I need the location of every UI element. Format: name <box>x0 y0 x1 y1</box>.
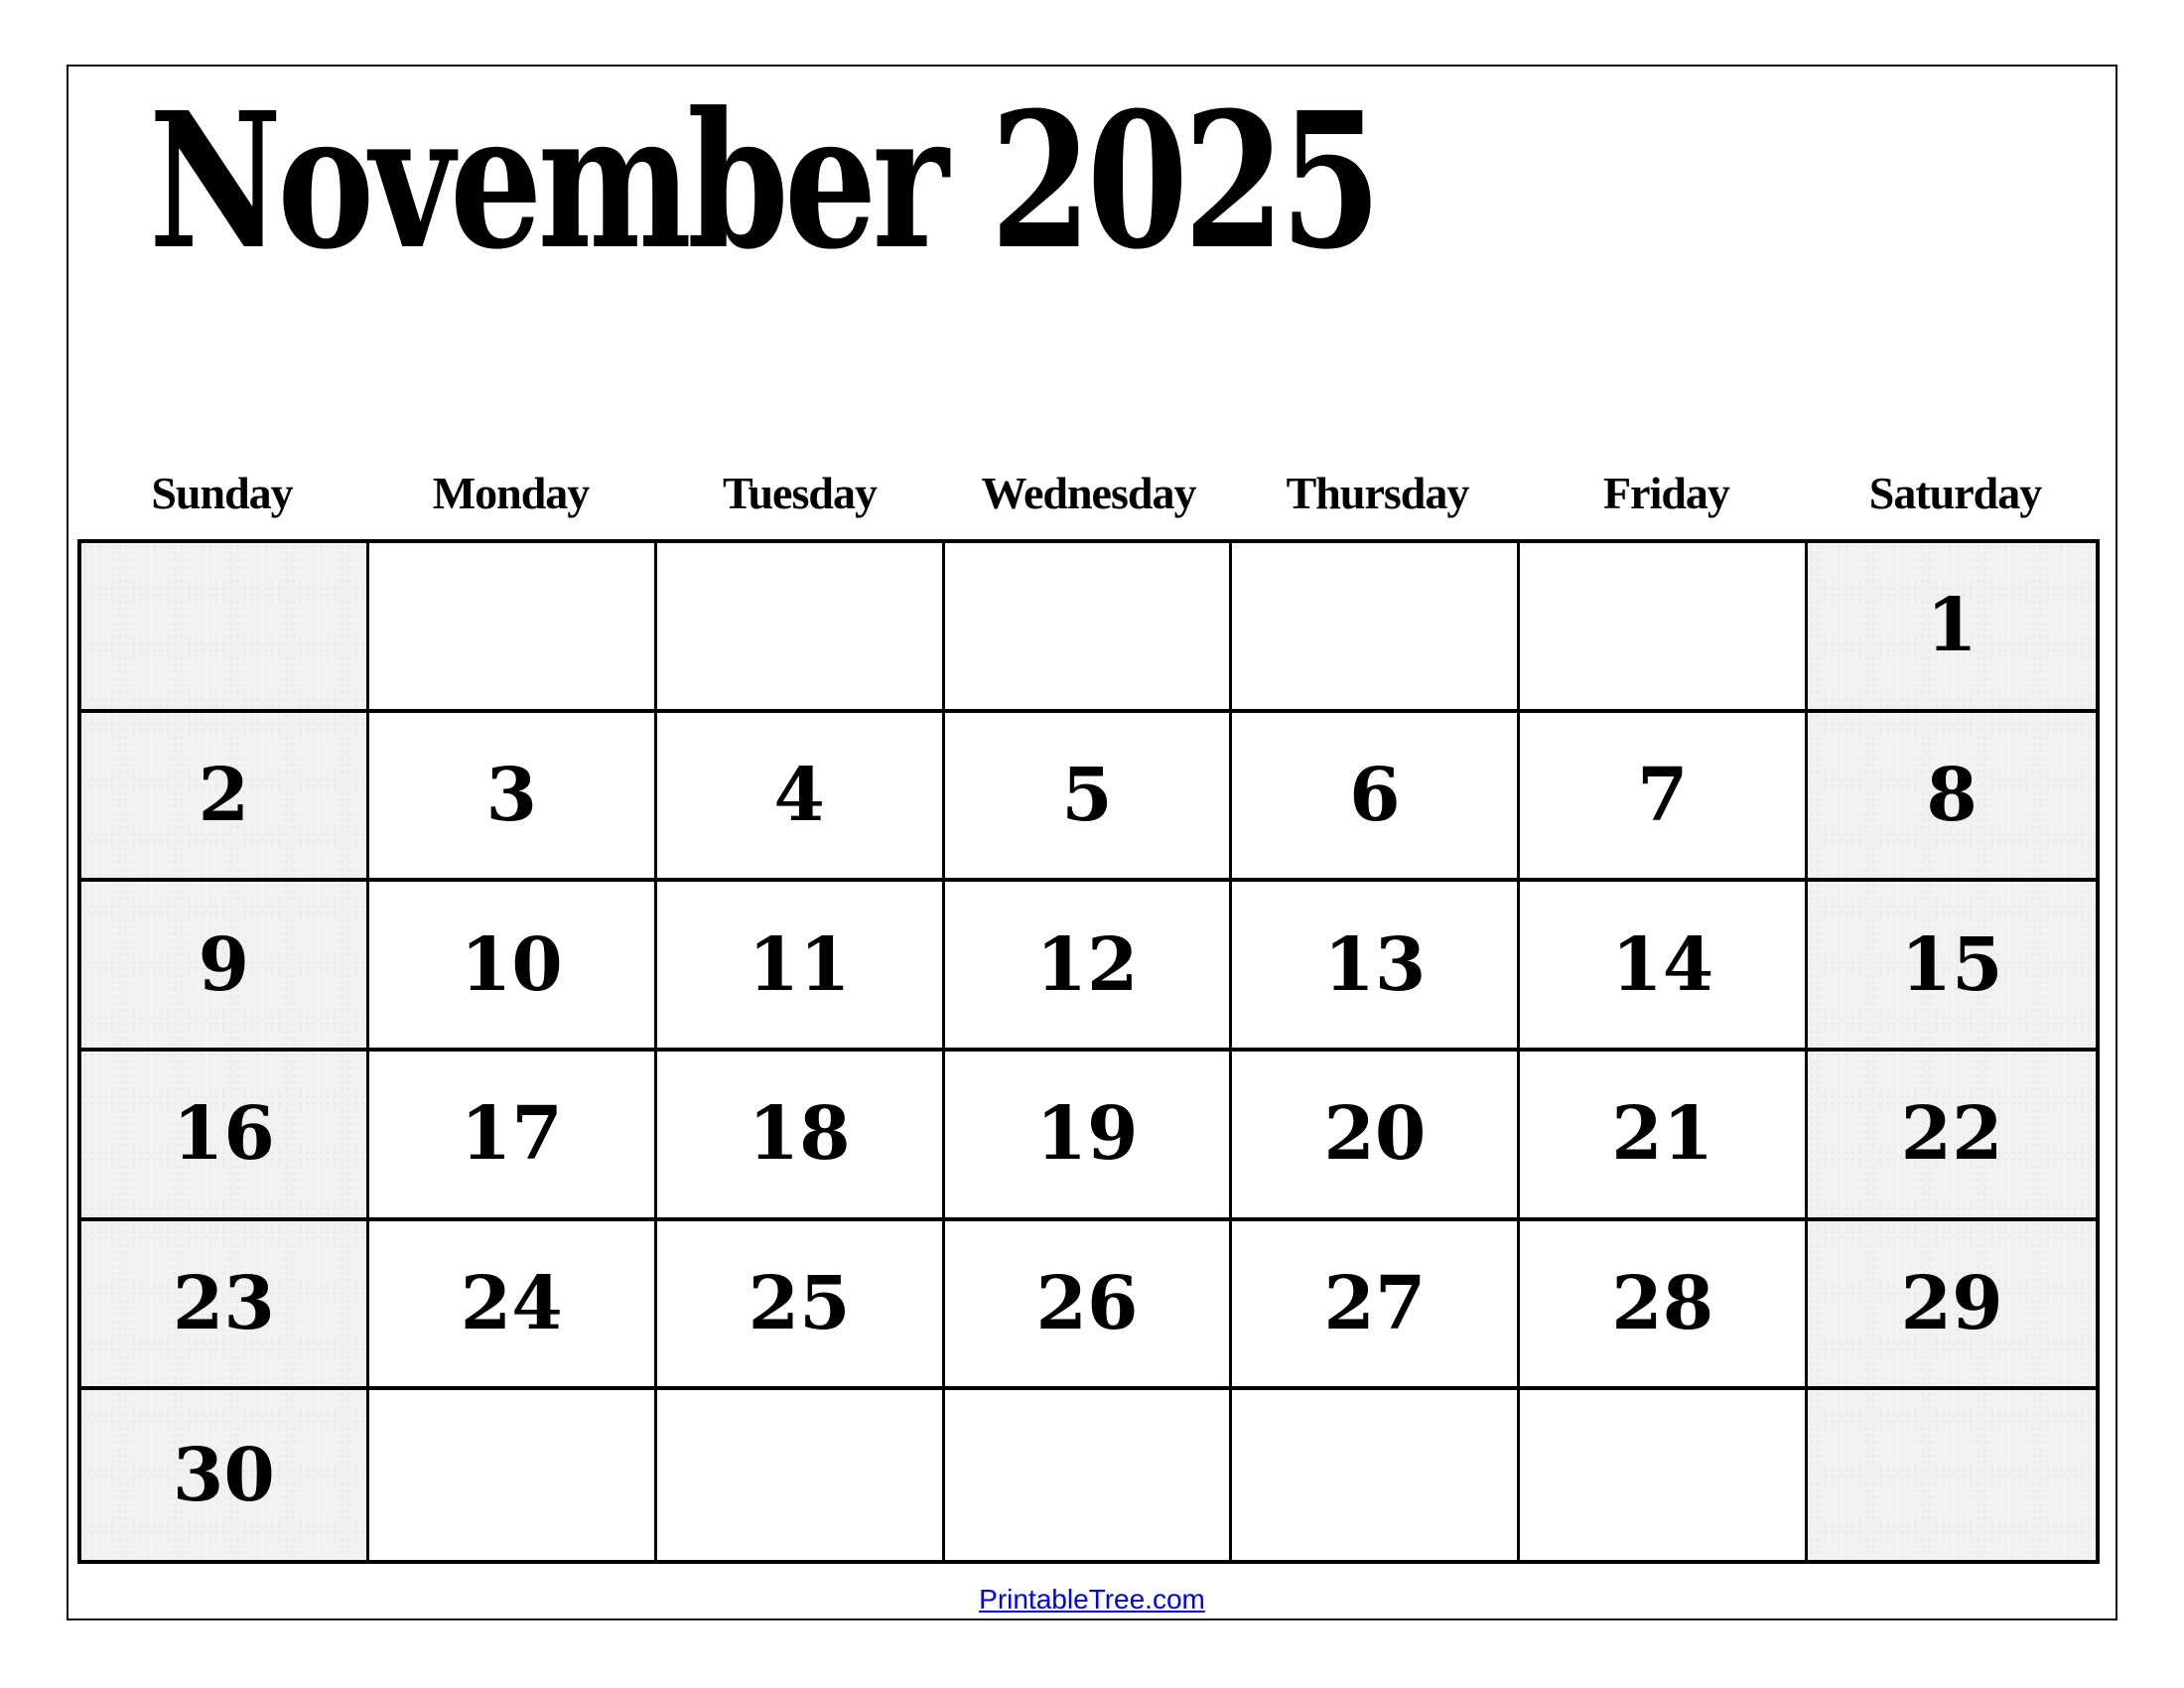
day-cell-14 <box>1520 882 1808 1052</box>
day-cell-empty <box>1232 1390 1520 1560</box>
day-cell-empty <box>1520 1390 1808 1560</box>
day-cell-29 <box>1808 1221 2096 1391</box>
day-number: 12 <box>1035 921 1139 1008</box>
day-number: 17 <box>460 1091 563 1178</box>
day-number: 25 <box>748 1260 851 1346</box>
day-number: 21 <box>1611 1091 1714 1178</box>
day-cell-10 <box>369 882 657 1052</box>
calendar-page <box>67 65 2117 1620</box>
day-cell-22 <box>1808 1052 2096 1221</box>
day-number: 24 <box>460 1260 563 1346</box>
weekday-label-tuesday: Tuesday <box>723 468 877 518</box>
day-cell-empty <box>1520 543 1808 713</box>
day-cell-5 <box>945 713 1233 883</box>
day-cell-3 <box>369 713 657 883</box>
day-cell-15 <box>1808 882 2096 1052</box>
day-cell-6 <box>1232 713 1520 883</box>
day-cell-empty <box>369 1390 657 1560</box>
weekday-label-thursday: Thursday <box>1286 468 1469 518</box>
day-number: 26 <box>1035 1260 1139 1346</box>
day-cell-18 <box>657 1052 945 1221</box>
day-number: 22 <box>1900 1091 2003 1178</box>
day-cell-11 <box>657 882 945 1052</box>
day-cell-empty <box>1808 1390 2096 1560</box>
day-number: 20 <box>1323 1091 1427 1178</box>
day-number: 5 <box>1061 752 1113 838</box>
printabletree-link[interactable]: PrintableTree.com <box>979 1584 1205 1615</box>
day-number: 19 <box>1035 1091 1139 1178</box>
day-number: 16 <box>172 1091 275 1178</box>
day-cell-30 <box>81 1390 369 1560</box>
calendar-title: November 2025 <box>149 71 1377 291</box>
day-cell-empty <box>81 543 369 713</box>
day-cell-9 <box>81 882 369 1052</box>
weekday-label-sunday: Sunday <box>151 468 293 518</box>
day-number: 15 <box>1900 921 2003 1008</box>
day-number: 11 <box>748 921 851 1008</box>
day-number: 27 <box>1323 1260 1427 1346</box>
day-number: 4 <box>773 752 825 838</box>
day-cell-13 <box>1232 882 1520 1052</box>
day-cell-7 <box>1520 713 1808 883</box>
day-cell-empty <box>657 1390 945 1560</box>
weekday-label-saturday: Saturday <box>1868 468 2042 518</box>
day-cell-4 <box>657 713 945 883</box>
day-cell-20 <box>1232 1052 1520 1221</box>
day-number: 1 <box>1926 583 1978 669</box>
day-cell-17 <box>369 1052 657 1221</box>
weekday-label-friday: Friday <box>1603 468 1729 518</box>
day-number: 30 <box>172 1432 275 1518</box>
weekday-label-monday: Monday <box>432 468 590 518</box>
day-cell-26 <box>945 1221 1233 1391</box>
footer <box>68 1584 2116 1616</box>
day-number: 14 <box>1611 921 1714 1008</box>
day-cell-empty <box>945 543 1233 713</box>
day-number: 2 <box>198 752 250 838</box>
day-cell-24 <box>369 1221 657 1391</box>
day-number: 29 <box>1900 1260 2003 1346</box>
day-cell-1 <box>1808 543 2096 713</box>
day-cell-27 <box>1232 1221 1520 1391</box>
day-number: 13 <box>1323 921 1427 1008</box>
day-cell-12 <box>945 882 1233 1052</box>
day-number: 7 <box>1636 752 1689 838</box>
weekday-header-row <box>77 458 2100 529</box>
day-cell-19 <box>945 1052 1233 1221</box>
day-number: 9 <box>198 921 250 1008</box>
day-number: 10 <box>460 921 563 1008</box>
day-cell-2 <box>81 713 369 883</box>
day-cell-21 <box>1520 1052 1808 1221</box>
day-cell-16 <box>81 1052 369 1221</box>
calendar-grid <box>77 539 2100 1564</box>
day-cell-empty <box>1232 543 1520 713</box>
day-number: 3 <box>485 752 538 838</box>
day-number: 18 <box>748 1091 851 1178</box>
day-cell-23 <box>81 1221 369 1391</box>
day-number: 23 <box>172 1260 275 1346</box>
day-number: 6 <box>1349 752 1401 838</box>
day-number: 28 <box>1611 1260 1714 1346</box>
day-number: 8 <box>1926 752 1978 838</box>
day-cell-25 <box>657 1221 945 1391</box>
weekday-label-wednesday: Wednesday <box>981 468 1196 518</box>
day-cell-empty <box>945 1390 1233 1560</box>
day-cell-8 <box>1808 713 2096 883</box>
day-cell-28 <box>1520 1221 1808 1391</box>
day-cell-empty <box>369 543 657 713</box>
day-cell-empty <box>657 543 945 713</box>
